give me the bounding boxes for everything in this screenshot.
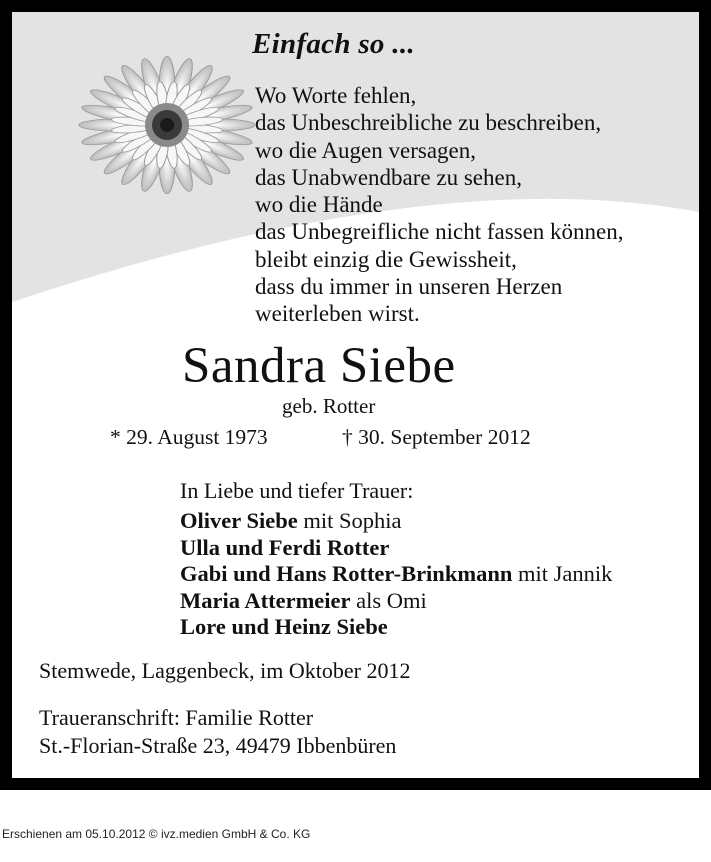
- poem-line: bleibt einzig die Gewissheit,: [255, 246, 517, 272]
- birth-name: geb. Rotter: [282, 394, 376, 418]
- birth-date: * 29. August 1973: [110, 425, 268, 449]
- obituary-card: [12, 12, 699, 778]
- gerbera-flower-icon: [72, 50, 262, 200]
- poem-line: dass du immer in unseren Herzen: [255, 274, 563, 300]
- mourner-name: Oliver Siebe: [180, 508, 298, 533]
- mourning-address: [39, 704, 396, 759]
- poem: [255, 82, 624, 328]
- poem-line: das Unbegreifliche nicht fassen können,: [255, 219, 624, 245]
- poem-line: weiterleben wirst.: [255, 301, 420, 327]
- poem-line: das Unbeschreibliche zu beschreiben,: [255, 110, 602, 136]
- poem-line: das Unabwendbare zu sehen,: [255, 164, 522, 190]
- mourner-name: Ulla und Ferdi Rotter: [180, 534, 390, 560]
- publication-footer: Erschienen am 05.10.2012 © ivz.medien GmbH & Co. KG: [2, 827, 311, 841]
- mourner-row: [180, 535, 612, 562]
- mourner-name: Lore und Heinz Siebe: [180, 614, 388, 640]
- mourner-note: mit Sophia: [297, 508, 402, 533]
- poem-line: wo die Hände: [255, 192, 383, 218]
- mourner-row: [180, 614, 612, 641]
- mourner-name: Maria Attermeier: [180, 587, 351, 613]
- mourner-row: [180, 508, 612, 535]
- death-date: † 30. September 2012: [342, 425, 531, 449]
- mourning-intro: In Liebe und tiefer Trauer:: [180, 478, 414, 503]
- address-line: St.-Florian-Straße 23, 49479 Ibbenbüren: [39, 732, 397, 758]
- address-line: Traueranschrift: Familie Rotter: [39, 705, 314, 730]
- mourner-row: [180, 588, 612, 615]
- mourners-list: [180, 508, 612, 641]
- mourner-note: als Omi: [350, 587, 427, 613]
- headline: Einfach so ...: [252, 28, 415, 60]
- mourner-note: mit Jannik: [512, 561, 613, 587]
- mourner-row: [180, 561, 612, 588]
- poem-line: Wo Worte fehlen,: [255, 83, 417, 108]
- mourner-name: Gabi und Hans Rotter-Brinkmann: [180, 561, 513, 587]
- deceased-name: Sandra Siebe: [182, 338, 456, 394]
- poem-line: wo die Augen versagen,: [255, 137, 476, 163]
- place-and-date: Stemwede, Laggenbeck, im Oktober 2012: [39, 658, 411, 683]
